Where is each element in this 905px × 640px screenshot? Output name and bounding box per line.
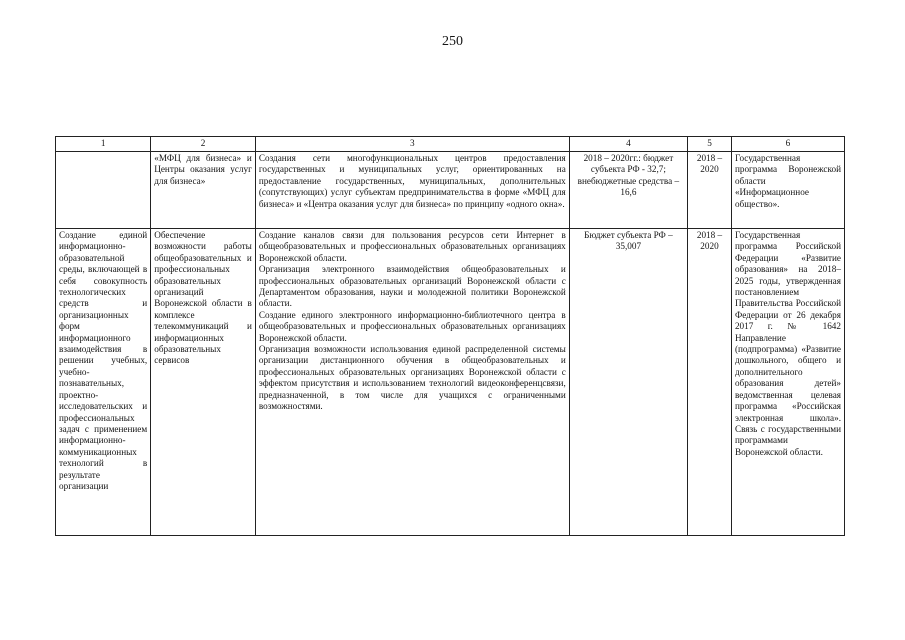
column-header-2: 2 bbox=[151, 137, 256, 152]
measure-paragraph: Создание единого электронного информационно-библиотечного центра в общеобразовательных и профессиональных образовательных организациях Воронежской области. bbox=[258, 309, 566, 343]
measures-table bbox=[55, 136, 845, 536]
column-header-3: 3 bbox=[255, 137, 569, 152]
cell-period: 2018 – 2020 bbox=[688, 229, 732, 536]
table-header-row bbox=[56, 137, 845, 152]
column-header-1: 1 bbox=[56, 137, 151, 152]
cell-funding: 2018 – 2020гг.: бюджет субъекта РФ - 32,7; внебюджетные средства – 16,6 bbox=[569, 152, 687, 229]
measure-paragraph: Создание каналов связи для пользования ресурсов сети Интернет в общеобразовательных и профессиональных образовательных организациях Воронежской области. bbox=[258, 230, 566, 263]
cell-goal: Создание единой информационно-образовательной среды, включающей в себя совокупность технологических средств и организационных форм информационного взаимодействия в решении учебных, учебно-познавательных, проектно-исследовательских и профессиональных задач с применением информационно-коммуникационных технологий в результате организации bbox=[56, 229, 151, 536]
cell-task: «МФЦ для бизнеса» и Центры оказания услуг для бизнеса» bbox=[151, 152, 256, 229]
measure-paragraph: Создания сети многофункциональных центров предоставления государственных и муниципальных услуг, ориентированных на предоставление государственных, муниципальных, дополнительных (сопутствующих) услуг субъектам предпринимательства в форме «МФЦ для бизнеса» и «Центра оказания услуг для бизнеса» по принципу «одного окна». bbox=[258, 153, 566, 209]
table-row bbox=[56, 229, 845, 536]
cell-measures bbox=[255, 152, 569, 229]
cell-measures bbox=[255, 229, 569, 536]
cell-program: Государственная программа Российской Федерации «Развитие образования» на 2018–2025 годы, утвержденная постановлением Правительства Российской Федерации от 26 декабря 2017 г. № 1642 Направление (подпрограмма) «Развитие дошкольного, общего и дополнительного образования детей» ведомственная целевая программа «Российская электронная школа». Связь с государственными программами Воронежской области. bbox=[731, 229, 844, 536]
cell-period: 2018 – 2020 bbox=[688, 152, 732, 229]
cell-program: Государственная программа Воронежской области «Информационное общество». bbox=[731, 152, 844, 229]
cell-goal bbox=[56, 152, 151, 229]
measure-paragraph: Организация возможности использования единой распределенной системы организации дистанционного обучения в общеобразовательных и профессиональных образовательных организациях Воронежской области с эффектом присутствия и использованием технологий видеоконференцсвязи, предназначенной, в том числе для учащихся с ограниченными возможностями. bbox=[258, 344, 566, 412]
table-row bbox=[56, 152, 845, 229]
measure-paragraph: Организация электронного взаимодействия общеобразовательных и профессиональных образовательных организаций Воронежской области с Департаментом образования, науки и молодежной политики Воронежской области. bbox=[258, 264, 566, 309]
page-number: 250 bbox=[442, 34, 463, 49]
cell-funding: Бюджет субъекта РФ – 35,007 bbox=[569, 229, 687, 536]
column-header-4: 4 bbox=[569, 137, 687, 152]
cell-task: Обеспечение возможности работы общеобразовательных и профессиональных образовательных организаций Воронежской области в комплексе телекоммуникаций и информационных образовательных сервисов bbox=[151, 229, 256, 536]
column-header-5: 5 bbox=[688, 137, 732, 152]
column-header-6: 6 bbox=[731, 137, 844, 152]
